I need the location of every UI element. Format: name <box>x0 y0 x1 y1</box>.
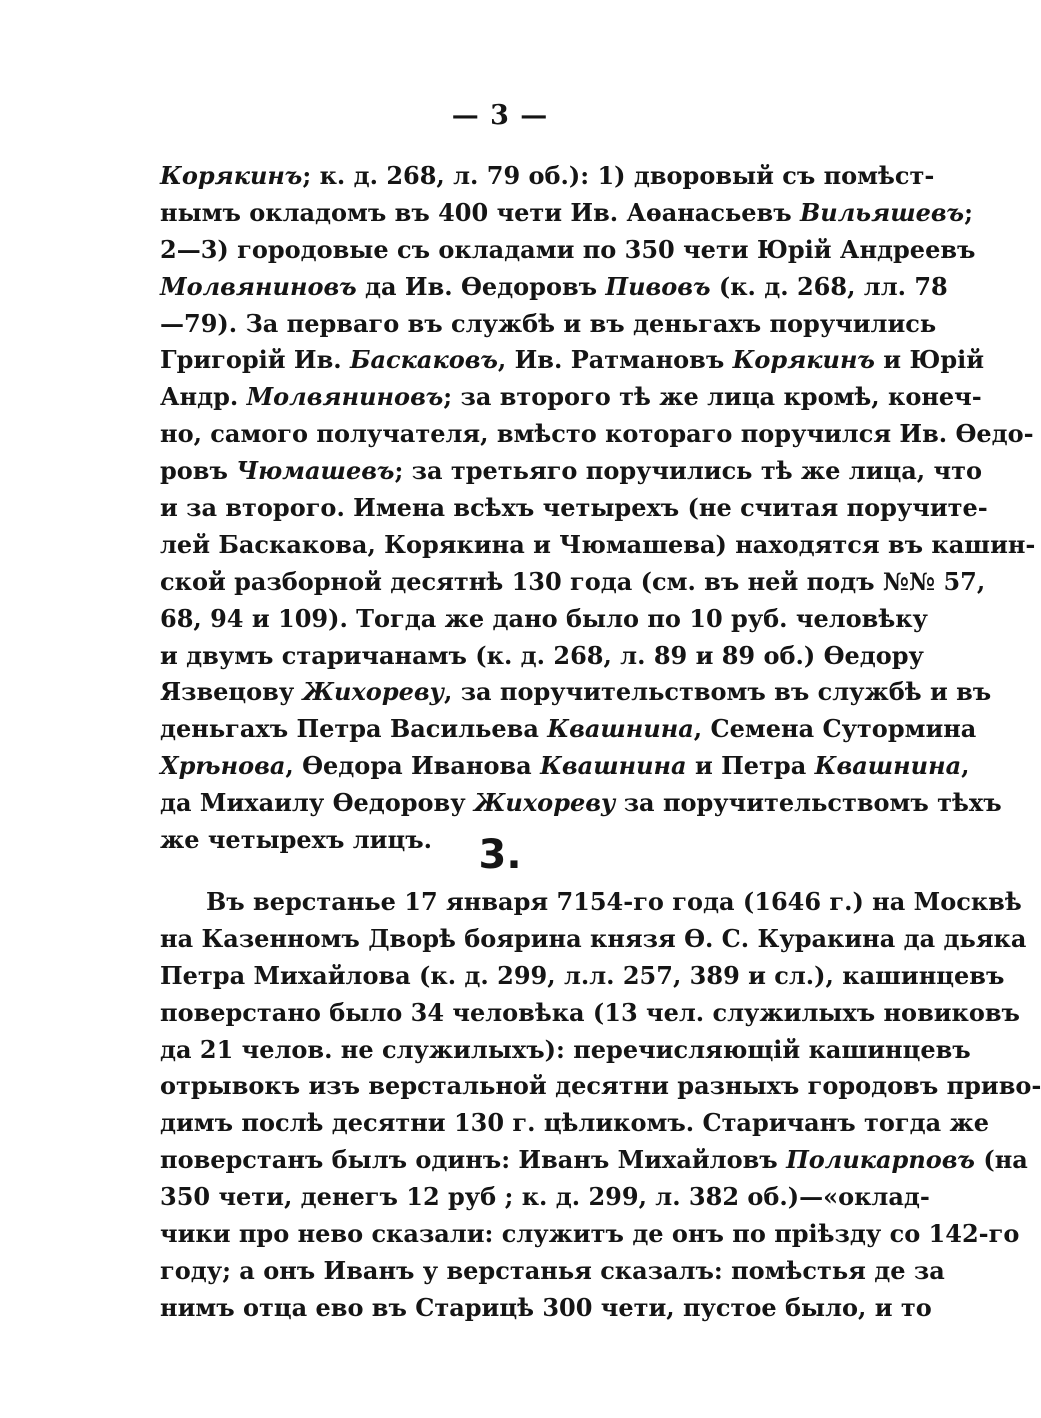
text-line <box>160 158 935 195</box>
text-run: же четырехъ лицъ. <box>160 825 432 855</box>
text-line <box>160 785 1002 822</box>
text-line <box>160 1216 1020 1253</box>
text-line <box>160 1068 1041 1105</box>
text-line <box>160 674 992 711</box>
text-line <box>160 995 1020 1032</box>
text-run: Въ верстанье 17 января 7154-го года (1646 г.) на Москвѣ <box>206 887 1022 916</box>
text-run: Андр. <box>160 382 247 412</box>
text-run: отрывокъ изъ верстальной десятни разныхъ городовъ приво- <box>160 1071 1041 1101</box>
italic-name: Квашнина <box>540 751 687 781</box>
text-run: за поручительствомъ тѣхъ <box>615 788 1002 818</box>
text-run: , за поручительствомъ въ службѣ и въ <box>443 677 992 707</box>
text-run: ; за третьяго поручились тѣ же лица, что <box>394 456 982 486</box>
text-run: нимъ отца ево въ Старицѣ 300 чети, пустое было, и то <box>160 1292 932 1322</box>
text-run: году; а онъ Иванъ у верстанья сказалъ: помѣстья де за <box>160 1255 945 1285</box>
italic-name: Корякинъ <box>160 161 303 190</box>
text-run: поверстано было 34 человѣка (13 чел. служилыхъ новиковъ <box>160 997 1020 1027</box>
text-line <box>160 416 1034 453</box>
text-run: ; за второго тѣ же лица кромѣ, конеч- <box>443 382 982 412</box>
text-run: на Казенномъ Дворѣ боярина князя Ѳ. С. Куракина да дьяка <box>160 923 1027 953</box>
text-run: поверстанъ былъ одинъ: Иванъ Михайловъ <box>160 1145 787 1175</box>
italic-name: Вильяшевъ <box>799 197 965 227</box>
text-line <box>160 527 1036 564</box>
text-run: и двумъ старичанамъ (к. д. 268, л. 89 и 89 об.) Ѳедору <box>160 640 924 670</box>
text-line <box>160 1032 971 1069</box>
text-line <box>160 564 986 601</box>
text-run: —79). За перваго въ службѣ и въ деньгахъ поручились <box>160 308 937 338</box>
text-run: но, самого получателя, вмѣсто котораго поручился Ив. Ѳедо- <box>160 419 1034 449</box>
italic-name: Баскаковъ <box>349 345 498 375</box>
text-line <box>160 490 988 527</box>
italic-name: Корякинъ <box>732 345 875 375</box>
text-run: да 21 челов. не служилыхъ): перечисляющій кашинцевъ <box>160 1034 971 1064</box>
text-run: чики про нево сказали: служитъ де онъ по пріѣзду со 142-го <box>160 1219 1020 1249</box>
text-run: деньгахъ Петра Васильева <box>160 714 548 744</box>
text-line <box>160 379 982 416</box>
text-run: ской разборной десятнѣ 130 года (см. въ ней подъ №№ 57, <box>160 566 986 596</box>
text-line <box>160 1253 945 1290</box>
page-number: — 3 — <box>451 100 549 131</box>
italic-name: Поликарповъ <box>786 1145 976 1175</box>
text-run: , Ѳедора Иванова <box>285 751 541 781</box>
text-line <box>160 453 982 490</box>
italic-name: Жихореву <box>473 788 616 818</box>
text-run: и Петра <box>686 751 815 781</box>
text-line <box>160 342 985 379</box>
italic-name: Жихореву <box>302 677 444 707</box>
text-line <box>160 958 1005 995</box>
text-line <box>160 638 924 675</box>
italic-name: Квашнина <box>547 714 694 744</box>
text-run: Петра Михайлова (к. д. 299, л.л. 257, 389 и сл.), кашинцевъ <box>160 960 1005 990</box>
text-run: лей Баскакова, Корякина и Чюмашева) находятся въ кашин- <box>160 529 1036 559</box>
text-run: , Семена Сутормина <box>693 714 977 744</box>
text-line <box>160 921 1027 958</box>
text-line <box>160 269 948 306</box>
text-run: ровъ <box>160 456 237 486</box>
text-run: , <box>961 751 970 781</box>
text-line <box>160 195 973 232</box>
text-run: и Юрій <box>874 345 985 375</box>
text-line <box>160 884 1022 921</box>
text-run: Язвецову <box>160 677 303 707</box>
text-run: (к. д. 268, лл. 78 <box>710 271 948 301</box>
section-heading: 3. <box>478 832 522 878</box>
text-line <box>160 306 937 343</box>
text-run: и за второго. Имена всѣхъ четырехъ (не считая поручите- <box>160 493 988 523</box>
italic-name: Молвяниновъ <box>160 271 357 301</box>
text-line <box>160 1105 990 1142</box>
text-run: 350 чети, денегъ 12 руб ; к. д. 299, л. 382 об.)—«оклад- <box>160 1182 930 1212</box>
italic-name: Молвяниновъ <box>246 382 444 412</box>
italic-name: Квашнина <box>814 751 962 781</box>
text-run: ; <box>964 197 973 227</box>
italic-name: Чюмашевъ <box>236 456 395 486</box>
italic-name: Хрѣнова <box>160 751 286 781</box>
text-run: , Ив. Ратмановъ <box>497 345 733 375</box>
text-line <box>160 711 977 748</box>
text-line <box>160 601 928 638</box>
italic-name: Пивовъ <box>605 271 711 301</box>
text-run: Григорій Ив. <box>160 345 350 375</box>
text-run: да Ив. Ѳедоровъ <box>356 271 606 301</box>
text-line <box>160 1179 930 1216</box>
text-run: димъ послѣ десятни 130 г. цѣликомъ. Старичанъ тогда же <box>160 1108 990 1138</box>
text-run: да Михаилу Ѳедорову <box>160 788 474 818</box>
text-run: (на <box>975 1145 1028 1175</box>
paragraph-section-3 <box>160 884 1041 1327</box>
text-line <box>160 1142 1028 1179</box>
text-run: 2—3) городовые съ окладами по 350 чети Юрій Андреевъ <box>160 234 976 264</box>
text-run: ; к. д. 268, л. 79 об.): 1) дворовый съ помѣст- <box>302 161 935 190</box>
paragraph-continued <box>160 158 1036 859</box>
text-line <box>160 748 970 785</box>
text-run: нымъ окладомъ въ 400 чети Ив. Аѳанасьевъ <box>160 197 800 227</box>
text-run: 68, 94 и 109). Тогда же дано было по 10 руб. человѣку <box>160 603 928 633</box>
text-line <box>160 1290 932 1327</box>
text-line <box>160 232 976 269</box>
